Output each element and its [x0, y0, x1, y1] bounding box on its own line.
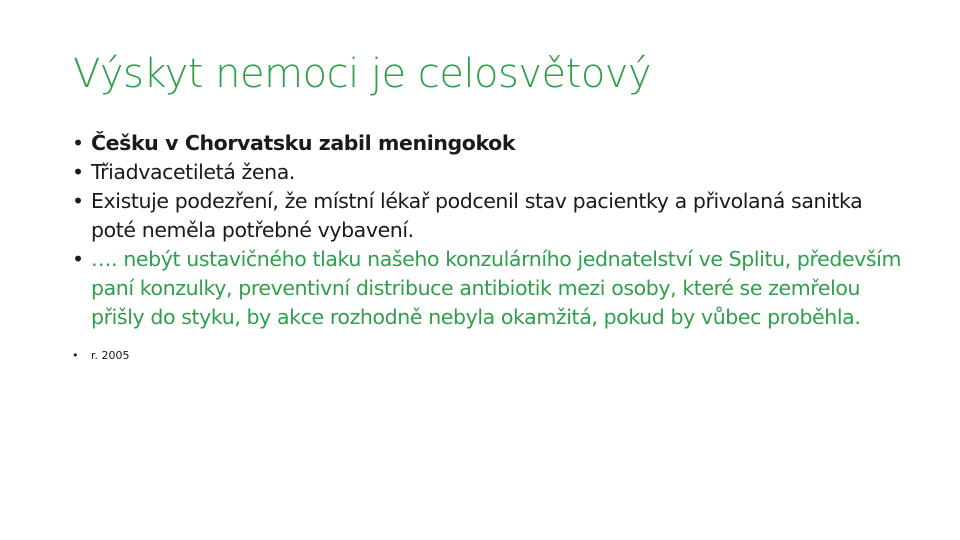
bullet-text: Existuje podezření, že místní lékař podcenil stav pacientky a přivolaná sanitka poté neměla potřebné vybavení.: [91, 189, 863, 242]
bullet-item: [72, 348, 912, 364]
bullet-text: r. 2005: [91, 349, 130, 362]
bullet-item: [72, 129, 912, 158]
bullet-dot: •: [72, 247, 84, 271]
bullet-list: [72, 129, 912, 364]
bullet-item: [72, 158, 912, 187]
bullet-dot: •: [72, 160, 84, 184]
bullet-dot: •: [72, 131, 84, 155]
bullet-dot: •: [72, 349, 79, 362]
bullet-item: [72, 187, 912, 245]
bullet-text: Češku v Chorvatsku zabil meningokok: [91, 131, 516, 155]
bullet-dot: •: [72, 189, 84, 213]
bullet-text: …. nebýt ustavičného tlaku našeho konzulárního jednatelství ve Splitu, především paní konzulky, preventivní distribuce antibiotik mezi osoby, které se zemřelou přišly do styku, by akce rozhodně nebyla okamžitá, pokud by vůbec proběhla.: [91, 247, 902, 329]
bullet-item: [72, 245, 912, 332]
bullet-text: Třiadvacetiletá žena.: [91, 160, 295, 184]
slide-title: Výskyt nemoci je celosvětový: [73, 51, 652, 97]
